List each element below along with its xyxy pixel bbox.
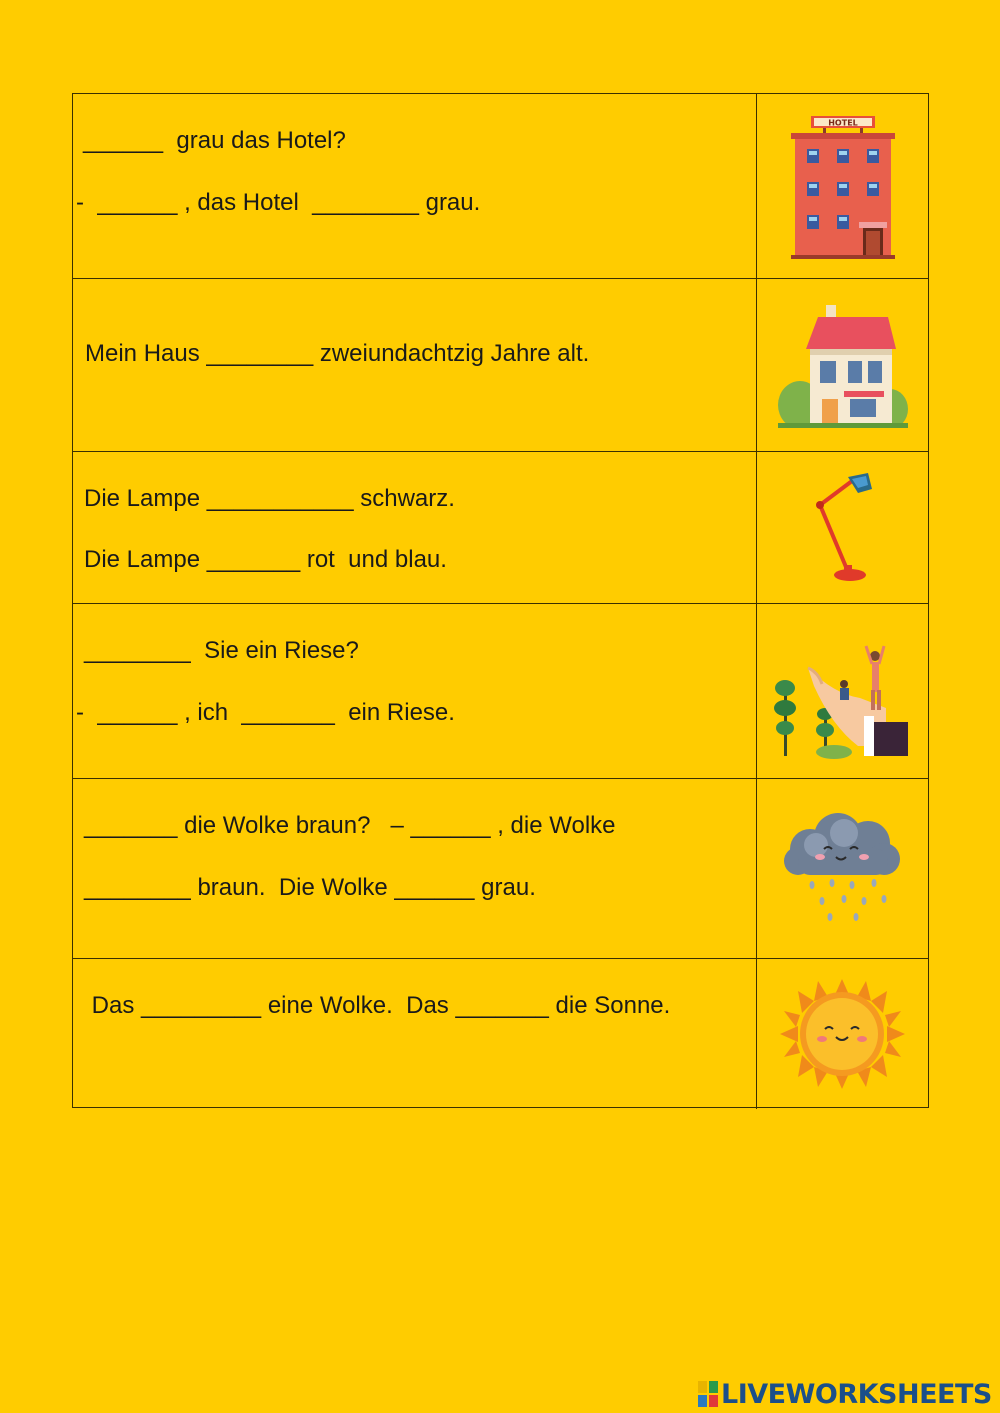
exercise-row (73, 959, 928, 1109)
exercise-sentence: _______ die Wolke braun? – ______ , die Wolke (84, 812, 616, 839)
giant-icon (774, 624, 912, 759)
cloud-icon (780, 809, 905, 929)
exercise-sentence: Mein Haus ________ zweiundachtzig Jahre alt. (85, 340, 590, 367)
house-icon (778, 303, 908, 428)
exercise-text-cell (73, 959, 757, 1109)
exercise-row (73, 452, 928, 604)
lamp-icon (808, 473, 878, 583)
exercise-sentence: ________ braun. Die Wolke ______ grau. (84, 874, 536, 901)
liveworksheets-logo (697, 1378, 992, 1410)
exercise-text-cell (73, 279, 757, 451)
exercise-text-cell (73, 779, 757, 958)
svg-text:HOTEL: HOTEL (827, 118, 858, 127)
exercise-sentence: ________ Sie ein Riese? (84, 637, 359, 664)
exercise-picture-cell (757, 779, 928, 958)
exercise-row (73, 279, 928, 452)
exercise-picture-cell (757, 94, 928, 278)
exercise-picture-cell (757, 604, 928, 778)
hotel-icon (787, 114, 899, 259)
sun-icon (780, 979, 905, 1089)
exercise-picture-cell (757, 959, 928, 1109)
exercise-text-cell (73, 94, 757, 278)
exercise-row (73, 779, 928, 959)
logo-mark-icon (697, 1380, 719, 1408)
exercise-text-cell (73, 452, 757, 603)
exercise-text-cell (73, 604, 757, 778)
exercise-sentence: - ______ , ich _______ ein Riese. (76, 699, 455, 726)
exercise-sentence: - ______ , das Hotel ________ grau. (76, 189, 481, 216)
exercise-sentence: ______ grau das Hotel? (83, 127, 346, 154)
logo-text: LIVEWORKSHEETS (721, 1378, 992, 1410)
exercise-table (72, 93, 929, 1108)
exercise-picture-cell (757, 279, 928, 451)
exercise-picture-cell (757, 452, 928, 603)
exercise-sentence: Die Lampe _______ rot und blau. (84, 546, 447, 573)
exercise-sentence: Die Lampe ___________ schwarz. (84, 485, 455, 512)
exercise-row (73, 604, 928, 779)
exercise-sentence: Das _________ eine Wolke. Das _______ die Sonne. (85, 992, 671, 1019)
exercise-row (73, 94, 928, 279)
